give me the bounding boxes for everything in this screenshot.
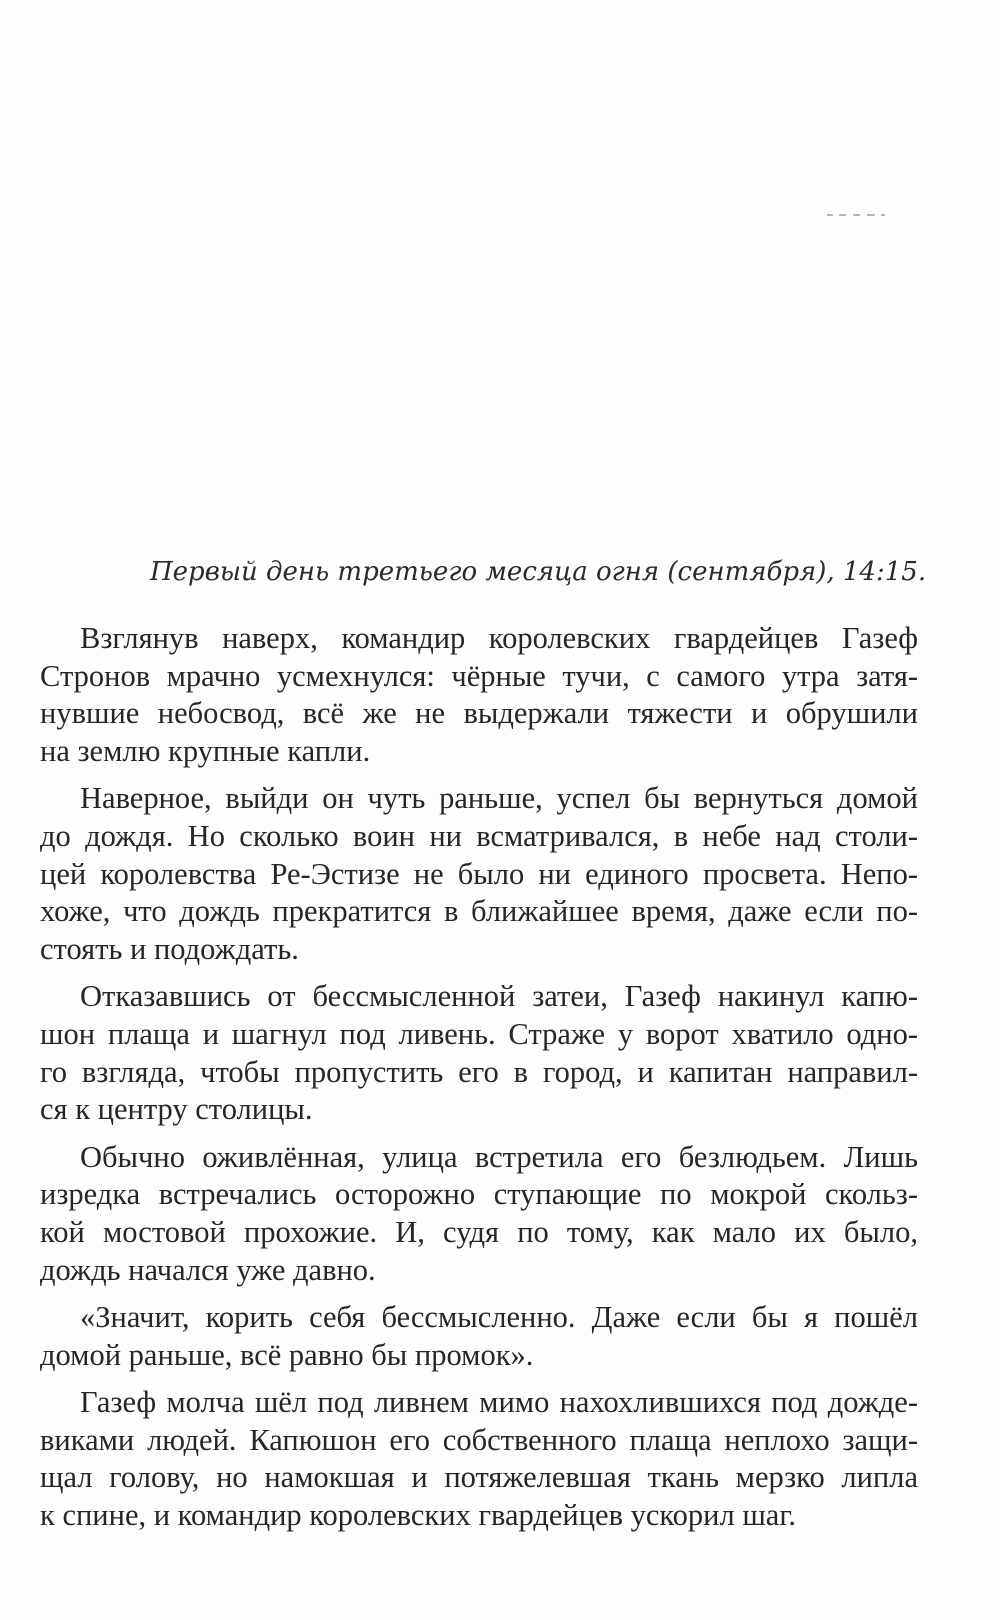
paragraph — [40, 1384, 918, 1534]
text-line: кой мостовой прохожие. И, судя по тому, как мало их было, — [40, 1214, 918, 1249]
text-line: щал голову, но намокшая и потяжелевшая ткань мерзко липла — [40, 1460, 918, 1495]
text-line: го взгляда, чтобы пропустить его в город, и капитан направил- — [40, 1054, 918, 1089]
text-line: ся к центру столицы. — [40, 1092, 313, 1127]
paragraph — [40, 1139, 918, 1289]
text-line: на землю крупные капли. — [40, 733, 371, 768]
text-line: Обычно оживлённая, улица встретила его безлюдьем. Лишь — [80, 1139, 918, 1174]
text-line: Отказавшись от бессмысленной затеи, Газеф накинул капю- — [80, 979, 918, 1014]
text-line: Наверное, выйди он чуть раньше, успел бы вернуться домой — [80, 781, 918, 816]
text-line: шон плаща и шагнул под ливень. Страже у ворот хватило одно- — [40, 1016, 918, 1051]
text-line: хоже, что дождь прекратится в ближайшее время, даже если по- — [40, 894, 918, 929]
text-line: цей королевства Ре-Эстизе не было ни единого просвета. Непо- — [40, 856, 918, 891]
chapter-epigraph: Первый день третьего месяца огня (сентября), 14:15. — [150, 557, 927, 587]
text-line: изредка встречались осторожно ступающие по мокрой скольз- — [40, 1177, 918, 1212]
text-line: нувшие небосвод, всё же не выдержали тяжести и обрушили — [40, 696, 918, 731]
text-line: Газеф молча шёл под ливнем мимо нахохлившихся под дожде- — [80, 1385, 918, 1420]
text-line: дождь начался уже давно. — [40, 1252, 376, 1287]
text-line: к спине, и командир королевских гвардейцев ускорил шаг. — [40, 1498, 797, 1533]
text-line: «Значит, корить себя бессмысленно. Даже если бы я пошёл — [80, 1300, 918, 1335]
text-line: Взглянув наверх, командир королевских гвардейцев Газеф — [80, 621, 918, 655]
paragraph — [40, 620, 918, 770]
paragraph — [40, 780, 918, 968]
text-line: виками людей. Капюшон его собственного плаща неплохо защи- — [40, 1422, 918, 1457]
paragraph — [40, 1299, 918, 1374]
text-line: домой раньше, всё равно бы промок». — [40, 1337, 534, 1372]
text-line: Стронов мрачно усмехнулся: чёрные тучи, с самого утра затя- — [40, 658, 918, 693]
paragraph — [40, 978, 918, 1128]
body-text — [40, 620, 918, 1545]
text-line: стоять и подождать. — [40, 931, 299, 966]
text-line: до дождя. Но сколько воин ни всматривался, в небе над столи- — [40, 818, 918, 853]
decorative-marks — [827, 210, 887, 220]
